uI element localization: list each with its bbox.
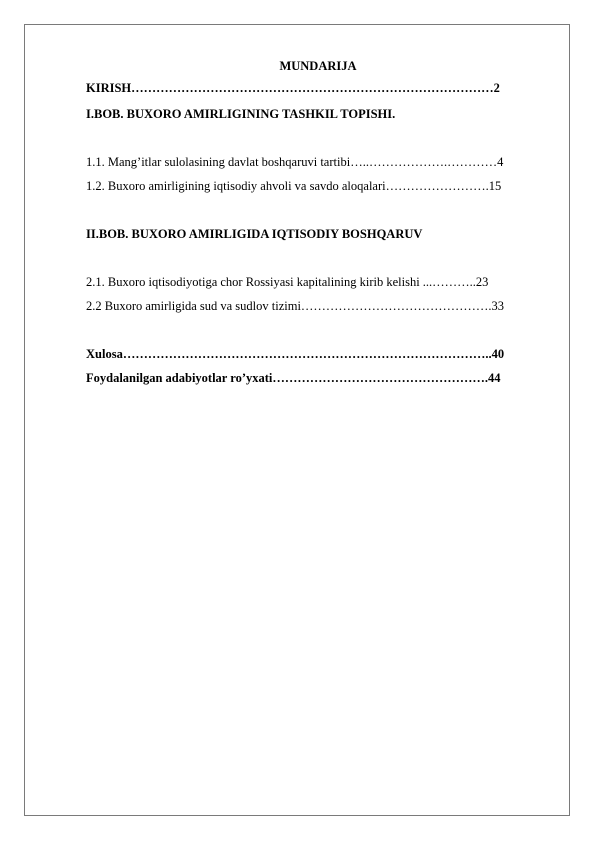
page-title: MUNDARIJA xyxy=(279,59,357,73)
toc-entry-adabiyotlar: Foydalanilgan adabiyotlar ro’yxati…………………………………………….44 xyxy=(86,371,501,385)
toc-entry-2-2: 2.2 Buxoro amirligida sud va sudlov tizimi……………………………………….33 xyxy=(86,299,505,313)
toc-entry-kirish: KIRISH……………………………………………………………………………2 xyxy=(86,81,500,95)
toc-entry-1-2: 1.2. Buxoro amirligining iqtisodiy ahvoli va savdo aloqalari…………………….15 xyxy=(86,179,502,193)
toc-entry-xulosa: Xulosa……………………………………………………………………………..40 xyxy=(86,347,505,361)
page-frame xyxy=(24,24,570,816)
toc-entry-2-1: 2.1. Buxoro iqtisodiyotiga chor Rossiyasi kapitalining kirib kelishi ...………..23 xyxy=(86,275,489,289)
toc-chapter-2-heading: II.BOB. BUXORO AMIRLIGIDA IQTISODIY BOSHQARUV xyxy=(86,227,423,241)
toc-entry-1-1: 1.1. Mang’itlar sulolasining davlat boshqaruvi tartibi…..……………….…………4 xyxy=(86,155,504,169)
toc-chapter-1-heading: I.BOB. BUXORO AMIRLIGINING TASHKIL TOPISHI. xyxy=(86,107,396,121)
